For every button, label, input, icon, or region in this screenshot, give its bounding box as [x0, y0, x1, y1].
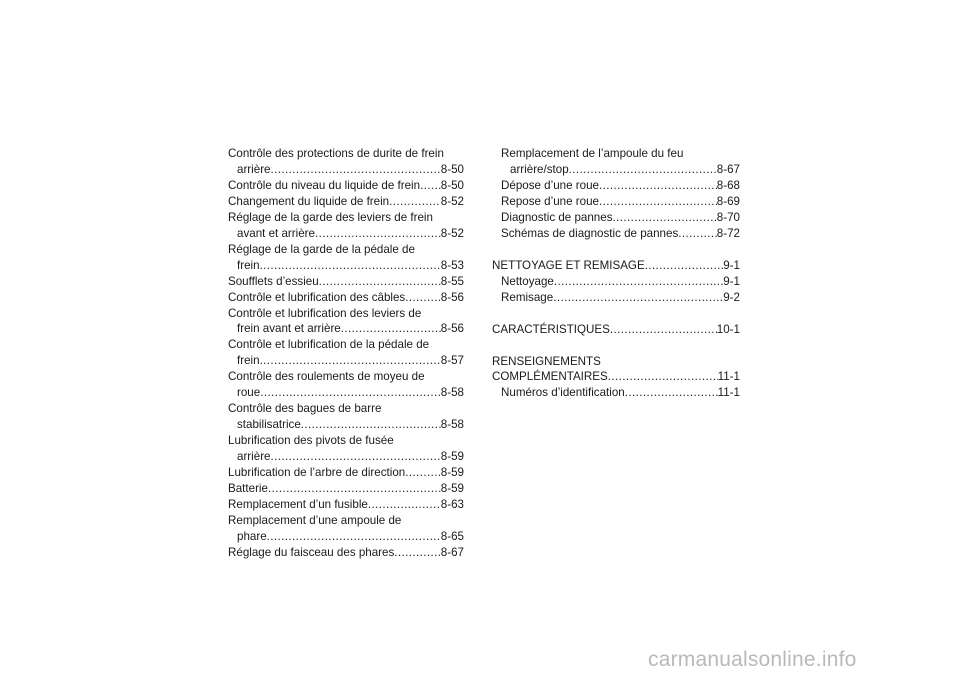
toc-entry-title: Réglage du faisceau des phares — [228, 545, 395, 559]
toc-page-number: 8-55 — [440, 274, 464, 288]
toc-entry[interactable] — [228, 194, 464, 210]
toc-leader-dots — [420, 178, 441, 194]
toc-leader-dots — [319, 274, 441, 290]
toc-left-column — [228, 146, 464, 561]
toc-page-number: 11-1 — [717, 370, 740, 384]
toc-leader-dots — [625, 385, 718, 401]
toc-entry-title: Contrôle des bagues de barre — [228, 402, 382, 416]
toc-entry-title: Contrôle du niveau du liquide de frein — [228, 178, 421, 192]
toc-entry[interactable] — [228, 481, 464, 497]
toc-leader-dots — [645, 258, 724, 274]
toc-heading-line — [228, 146, 464, 162]
toc-heading-line — [228, 306, 464, 322]
toc-entry-title: Changement du liquide de frein — [228, 194, 390, 208]
toc-page-number: 11-1 — [717, 386, 740, 400]
toc-entry[interactable] — [492, 322, 740, 338]
toc-entry[interactable] — [228, 226, 464, 242]
toc-leader-dots — [599, 178, 717, 194]
toc-entry-title: Diagnostic de pannes — [501, 210, 613, 224]
toc-entry-title: Soufflets d’essieu — [228, 274, 319, 288]
toc-entry-title: Dépose d’une roue — [501, 178, 599, 192]
toc-page-number: 8-58 — [440, 418, 464, 432]
toc-leader-dots — [267, 529, 441, 545]
toc-page-number: 8-52 — [440, 194, 464, 208]
toc-page-number: 8-72 — [716, 226, 740, 240]
toc-entry-title: Remisage — [501, 290, 554, 304]
toc-leader-dots — [678, 226, 717, 242]
toc-entry-title: Lubrification de l’arbre de direction — [228, 466, 406, 480]
toc-entry-title: Réglage de la garde des leviers de frein — [228, 210, 433, 224]
toc-entry[interactable] — [228, 290, 464, 306]
watermark: carmanualsonline.info — [648, 648, 857, 671]
toc-entry-title: Contrôle et lubrification des leviers de — [228, 306, 422, 320]
toc-entry-title: stabilisatrice — [237, 418, 301, 432]
toc-page-number: 8-68 — [716, 178, 740, 192]
toc-leader-dots — [368, 497, 441, 513]
toc-entry-title: CARACTÉRISTIQUES — [492, 322, 610, 336]
toc-entry-title: roue — [237, 386, 261, 400]
toc-entry-title: Remplacement d’une ampoule de — [228, 513, 402, 527]
toc-leader-dots — [315, 226, 441, 242]
toc-entry[interactable] — [228, 321, 464, 337]
toc-entry-title: Remplacement d’un fusible — [228, 497, 368, 511]
toc-entry-title: frein — [237, 354, 260, 368]
toc-heading-line — [228, 210, 464, 226]
toc-page-number: 8-69 — [716, 194, 740, 208]
toc-leader-dots — [394, 545, 440, 561]
toc-leader-dots — [608, 369, 718, 385]
toc-entry-title: frein avant et arrière — [237, 322, 341, 336]
toc-page-number: 8-52 — [440, 226, 464, 240]
toc-entry-title: arrière — [237, 162, 271, 176]
toc-entry[interactable] — [228, 449, 464, 465]
toc-entry-title: RENSEIGNEMENTS — [492, 354, 601, 368]
toc-leader-dots — [613, 210, 717, 226]
toc-entry[interactable] — [228, 162, 464, 178]
toc-entry-title: arrière/stop — [510, 162, 569, 176]
toc-page-number: 9-2 — [723, 290, 740, 304]
toc-right-column — [492, 146, 740, 401]
toc-entry-title: avant et arrière — [237, 226, 315, 240]
toc-heading-line — [228, 369, 464, 385]
toc-leader-dots — [553, 290, 723, 306]
toc-gap — [492, 338, 740, 354]
toc-entry[interactable] — [228, 545, 464, 561]
toc-entry-title: Contrôle et lubrification de la pédale de — [228, 338, 430, 352]
toc-leader-dots — [271, 449, 441, 465]
toc-entry[interactable] — [492, 226, 740, 242]
toc-leader-dots — [389, 194, 441, 210]
toc-leader-dots — [610, 322, 717, 338]
toc-page-number: 8-63 — [440, 497, 464, 511]
toc-entry[interactable] — [228, 497, 464, 513]
toc-entry-title: NETTOYAGE ET REMISAGE — [492, 258, 645, 272]
toc-page-number: 8-50 — [440, 178, 464, 192]
toc-page-number: 9-1 — [723, 274, 740, 288]
toc-leader-dots — [260, 385, 441, 401]
toc-page-number: 8-57 — [440, 354, 464, 368]
toc-page-number: 10-1 — [716, 322, 740, 336]
toc-heading-line — [492, 146, 740, 162]
toc-entry[interactable] — [492, 290, 740, 306]
toc-entry-title: phare — [237, 529, 267, 543]
toc-entry-title: Contrôle des roulements de moyeu de — [228, 370, 425, 384]
toc-leader-dots — [405, 290, 441, 306]
toc-page-number: 8-53 — [440, 258, 464, 272]
toc-heading-line — [228, 337, 464, 353]
toc-entry[interactable] — [492, 385, 740, 401]
toc-entry-title: Numéros d’identification — [501, 386, 625, 400]
toc-page-number: 8-70 — [716, 210, 740, 224]
toc-entry[interactable] — [228, 353, 464, 369]
toc-page-number: 8-59 — [440, 482, 464, 496]
toc-page-number: 8-65 — [440, 529, 464, 543]
toc-page-number: 8-58 — [440, 386, 464, 400]
toc-page-number: 8-56 — [440, 290, 464, 304]
toc-gap — [492, 306, 740, 322]
toc-page-number: 8-67 — [440, 545, 464, 559]
toc-heading-line — [228, 513, 464, 529]
toc-page-number: 8-50 — [440, 162, 464, 176]
toc-page-number: 8-67 — [716, 162, 740, 176]
toc-entry[interactable] — [228, 529, 464, 545]
toc-entry[interactable] — [492, 274, 740, 290]
toc-page-number: 8-59 — [440, 450, 464, 464]
toc-gap — [492, 242, 740, 258]
toc-entry[interactable] — [228, 385, 464, 401]
toc-entry[interactable] — [228, 417, 464, 433]
toc-entry-title: Repose d’une roue — [501, 194, 599, 208]
toc-entry-title: arrière — [237, 450, 271, 464]
toc-leader-dots — [341, 321, 441, 337]
toc-entry-title: Réglage de la garde de la pédale de — [228, 242, 415, 256]
toc-leader-dots — [268, 481, 441, 497]
toc-heading-line — [228, 401, 464, 417]
toc-entry[interactable] — [492, 369, 740, 385]
toc-entry-title: Batterie — [228, 482, 268, 496]
toc-page-number: 9-1 — [723, 258, 740, 272]
toc-leader-dots — [599, 194, 717, 210]
toc-leader-dots — [554, 274, 723, 290]
toc-leader-dots — [569, 162, 717, 178]
toc-entry[interactable] — [492, 210, 740, 226]
toc-leader-dots — [260, 258, 441, 274]
toc-entry[interactable] — [492, 194, 740, 210]
toc-heading-line — [228, 242, 464, 258]
toc-page-number: 8-59 — [440, 466, 464, 480]
toc-heading-line — [492, 354, 740, 370]
toc-entry[interactable] — [492, 258, 740, 274]
toc-heading-line — [228, 433, 464, 449]
toc-entry-title: Nettoyage — [501, 274, 554, 288]
toc-entry[interactable] — [492, 178, 740, 194]
toc-entry[interactable] — [228, 178, 464, 194]
toc-leader-dots — [301, 417, 441, 433]
toc-entry[interactable] — [228, 258, 464, 274]
toc-entry-title: Lubrification des pivots de fusée — [228, 434, 394, 448]
toc-entry[interactable] — [492, 162, 740, 178]
toc-entry-title: Schémas de diagnostic de pannes — [501, 226, 679, 240]
toc-entry[interactable] — [228, 274, 464, 290]
toc-page-number: 8-56 — [440, 322, 464, 336]
toc-entry-title: Contrôle des protections de durite de frein — [228, 147, 444, 160]
toc-entry-title: COMPLÉMENTAIRES — [492, 370, 608, 384]
toc-entry-title: frein — [237, 258, 260, 272]
toc-leader-dots — [405, 465, 441, 481]
toc-leader-dots — [260, 353, 441, 369]
toc-entry[interactable] — [228, 465, 464, 481]
toc-entry-title: Contrôle et lubrification des câbles — [228, 290, 406, 304]
toc-entry-title: Remplacement de l’ampoule du feu — [501, 147, 684, 160]
toc-leader-dots — [271, 162, 441, 178]
